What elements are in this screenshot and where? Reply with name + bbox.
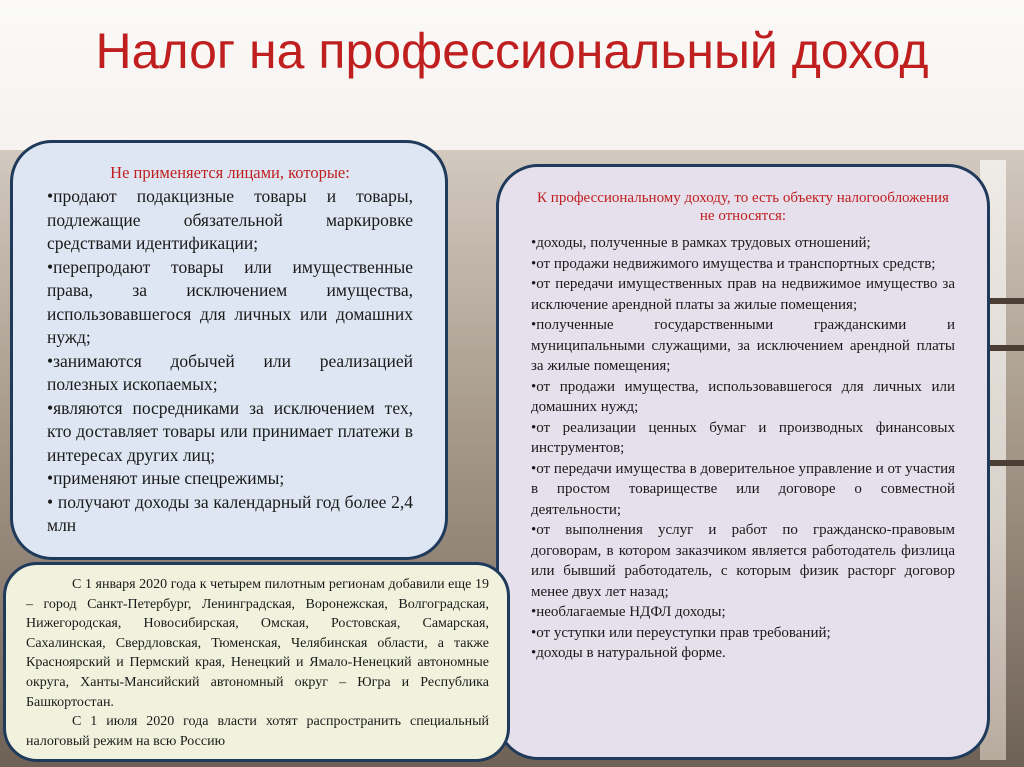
list-item: •необлагаемые НДФЛ доходы; [531, 604, 726, 620]
slide-title: Налог на профессиональный доход [95, 23, 929, 79]
nationwide-paragraph: С 1 июля 2020 года власти хотят распространить специальный налоговый режим на всю Россию [26, 714, 489, 749]
list-item: •от уступки или переуступки прав требований; [531, 624, 831, 641]
list-item: •перепродают товары или имущественные права, за исключением имущества, использовавшегося для личных или домашних нужд; [47, 256, 413, 347]
regions-info-box [3, 562, 510, 762]
background-shelf [985, 460, 1024, 466]
background-shelf [985, 298, 1024, 304]
list-item: •продают подакцизные товары и товары, подлежащие обязательной маркировке средствами идентификации; [47, 186, 413, 253]
list-item: •от продажи недвижимого имущества и транспортных средств; [531, 255, 936, 272]
background-shelf [985, 345, 1024, 351]
restrictions-list [47, 185, 413, 538]
excluded-income-box [496, 164, 990, 760]
excluded-income-heading: К профессиональному доходу, то есть объекту налогообложения не относятся: [537, 190, 949, 224]
list-item: •занимаются добычей или реализацией полезных ископаемых; [47, 350, 413, 394]
excluded-income-list [531, 233, 955, 664]
list-item: •от реализации ценных бумаг и производных финансовых инструментов; [531, 419, 955, 456]
list-item: •доходы в натуральной форме. [531, 645, 726, 661]
list-item: •являются посредниками за исключением тех, кто доставляет товары или принимает платежи в интересах других лиц; [47, 397, 413, 465]
list-item: • получают доходы за календарный год более 2,4 млн [47, 491, 413, 535]
list-item: •применяют иные спецрежимы; [47, 468, 285, 488]
list-item: •полученные государственными гражданскими и муниципальными служащими, за исключением арендной платы за жилые помещения; [531, 317, 955, 374]
restrictions-box [10, 140, 448, 560]
restrictions-heading: Не применяется лицами, которые: [110, 163, 350, 182]
list-item: •от передачи имущества в доверительное управление и от участия в простом товариществе или договоре о совместной деятельности; [531, 460, 955, 518]
list-item: •от продажи имущества, использовавшегося для личных или домашних нужд; [531, 378, 955, 415]
list-item: •доходы, полученные в рамках трудовых отношений; [531, 235, 871, 251]
regions-paragraph: С 1 января 2020 года к четырем пилотным регионам добавили еще 19 – город Санкт-Петербург, Ленинградская, Воронежская, Волгоградская, Нижегородская, Новосибирская, Омская, Ростовская, Самарская, Сахалинская, Свердловская, Тюменская, Челябинская области, а также Красноярский и Пермский края, Ненецкий и Ямало-Ненецкий автономные округа, Ханты-Мансийский автономный округ – Югра и Республика Башкортостан. [26, 577, 489, 710]
list-item: •от выполнения услуг и работ по гражданско-правовым договорам, в котором заказчиком является работодатель физлица или бывший работодатель, с которым физик расторг договор менее двух лет назад; [531, 522, 955, 600]
list-item: •от передачи имущественных прав на недвижимое имущество за исключение арендной платы за жилые помещения; [531, 276, 955, 313]
